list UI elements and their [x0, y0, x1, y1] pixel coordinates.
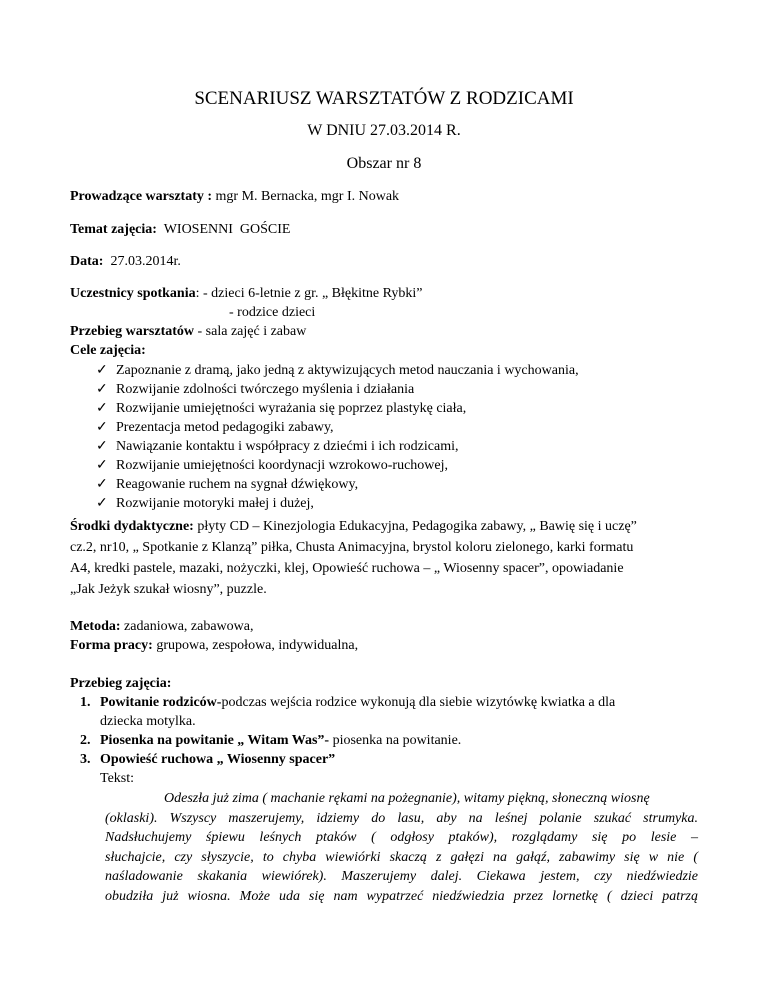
materials-label: Środki dydaktyczne:	[70, 519, 194, 534]
course-place-value: - sala zajęć i zabaw	[194, 324, 307, 339]
method-line	[70, 619, 253, 635]
document-date-line: W DNIU 27.03.2014 R.	[307, 122, 461, 139]
course-item-number: 1.	[80, 695, 91, 710]
goal-text: Rozwijanie motoryki małej i dużej,	[116, 496, 314, 511]
goal-item	[96, 457, 448, 474]
goal-item	[96, 419, 334, 436]
course-item-title: Powitanie rodziców-	[100, 695, 222, 710]
course-item-desc: piosenka na powitanie.	[329, 733, 462, 748]
checkmark-icon: ✓	[96, 382, 108, 397]
leaders-line	[70, 189, 399, 205]
participants-line	[70, 286, 423, 302]
goal-text: Rozwijanie zdolności twórczego myślenia i działania	[116, 382, 415, 397]
course-item-1-cont: dziecka motylka.	[100, 714, 196, 729]
date-line	[70, 254, 181, 270]
course-item-2	[80, 733, 91, 749]
course-item-3-text	[100, 752, 335, 768]
goal-text: Nawiązanie kontaktu i współpracy z dziećmi i ich rodzicami,	[116, 439, 459, 454]
story-text-label: Tekst:	[100, 771, 135, 786]
topic-value: WIOSENNI GOŚCIE	[156, 222, 291, 237]
course-label: Przebieg zajęcia:	[70, 676, 172, 691]
topic-line	[70, 222, 290, 238]
story-line: Odeszła już zima ( machanie rękami na pożegnanie), witamy piękną, słoneczną wiosnę	[164, 791, 650, 806]
leaders-value: mgr M. Bernacka, mgr I. Nowak	[212, 189, 400, 204]
materials-line-1	[70, 519, 637, 535]
goals-label: Cele zajęcia:	[70, 343, 146, 358]
course-item-desc: podczas wejścia rodzice wykonują dla siebie wizytówkę kwiatka a dla	[221, 695, 616, 710]
course-item-1	[80, 695, 91, 711]
goal-text: Reagowanie ruchem na sygnał dźwiękowy,	[116, 477, 359, 492]
materials-line-4: „Jak Jeżyk szukał wiosny”, puzzle.	[70, 582, 267, 597]
course-item-1-text	[100, 695, 615, 711]
course-heading	[70, 676, 171, 692]
form-value: grupowa, zespołowa, indywidualna,	[152, 638, 359, 653]
goal-item	[96, 495, 314, 512]
story-line: (oklaski). Wszyscy maszerujemy, idziemy do lasu, aby na leśnej polanie szukać strumyka.	[105, 810, 698, 826]
checkmark-icon: ✓	[96, 401, 108, 416]
materials-line-3: A4, kredki pastele, mazaki, nożyczki, klej, Opowieść ruchowa – „ Wiosenny spacer”, opowiadanie	[70, 561, 624, 576]
course-item-number: 2.	[80, 733, 91, 748]
story-line: obudziła już wiosna. Może uda się nam wypatrzeć niedźwiedzia przez lornetkę ( dzieci patrzą	[105, 888, 698, 904]
goal-item	[96, 362, 579, 379]
course-item-2-text	[100, 733, 461, 749]
participants-label: Uczestnicy spotkania	[70, 286, 196, 301]
method-label: Metoda:	[70, 619, 121, 634]
story-line: Nadsłuchujemy śpiewu leśnych ptaków ( odgłosy ptaków), rozglądamy się po lesie –	[105, 830, 698, 845]
goal-item	[96, 476, 358, 493]
goals-heading	[70, 343, 146, 359]
date-label: Data:	[70, 254, 104, 269]
form-label: Forma pracy:	[70, 638, 153, 653]
checkmark-icon: ✓	[96, 420, 108, 435]
participants-value-2: - rodzice dzieci	[229, 305, 316, 320]
date-value: 27.03.2014r.	[103, 254, 181, 269]
participants-value: : - dzieci 6-letnie z gr. „ Błękitne Rybki”	[195, 286, 423, 301]
course-item-title: Piosenka na powitanie „ Witam Was”-	[100, 733, 330, 748]
course-item-3	[80, 752, 91, 768]
method-value: zadaniowa, zabawowa,	[120, 619, 254, 634]
checkmark-icon: ✓	[96, 496, 108, 511]
materials-line-2: cz.2, nr10, „ Spotkanie z Klanzą” piłka, Chusta Animacyjna, brystol koloru zielonego, karki formatu	[70, 540, 634, 555]
goal-text: Rozwijanie umiejętności koordynacji wzrokowo-ruchowej,	[116, 458, 449, 473]
materials-text-1: płyty CD – Kinezjologia Edukacyjna, Pedagogika zabawy, „ Bawię się i uczę”	[193, 519, 637, 534]
course-item-number: 3.	[80, 752, 91, 767]
checkmark-icon: ✓	[96, 458, 108, 473]
goal-item	[96, 381, 414, 398]
document-area: Obszar nr 8	[346, 155, 422, 172]
checkmark-icon: ✓	[96, 439, 108, 454]
leaders-label: Prowadzące warsztaty :	[70, 189, 213, 204]
course-item-title: Opowieść ruchowa „ Wiosenny spacer”	[100, 752, 336, 767]
checkmark-icon: ✓	[96, 363, 108, 378]
story-line: słuchajcie, czy słyszycie, to chyba wiewiórki skaczą z gałęzi na gałąź, zabawimy się w nie (	[105, 849, 698, 865]
goal-text: Zapoznanie z dramą, jako jedną z aktywizujących metod nauczania i wychowania,	[116, 363, 579, 378]
goal-text: Prezentacja metod pedagogiki zabawy,	[116, 420, 334, 435]
checkmark-icon: ✓	[96, 477, 108, 492]
course-place-line	[70, 324, 306, 340]
story-line: naśladowanie skakania wiewiórek). Maszerujemy dalej. Ciekawa jestem, czy niedźwiedzie	[105, 869, 698, 884]
goal-text: Rozwijanie umiejętności wyrażania się poprzez plastykę ciała,	[116, 401, 467, 416]
goal-item	[96, 400, 466, 417]
form-line	[70, 638, 358, 654]
topic-label: Temat zajęcia:	[70, 222, 157, 237]
goal-item	[96, 438, 458, 455]
document-title: SCENARIUSZ WARSZTATÓW Z RODZICAMI	[194, 88, 574, 109]
course-place-label: Przebieg warsztatów	[70, 324, 195, 339]
